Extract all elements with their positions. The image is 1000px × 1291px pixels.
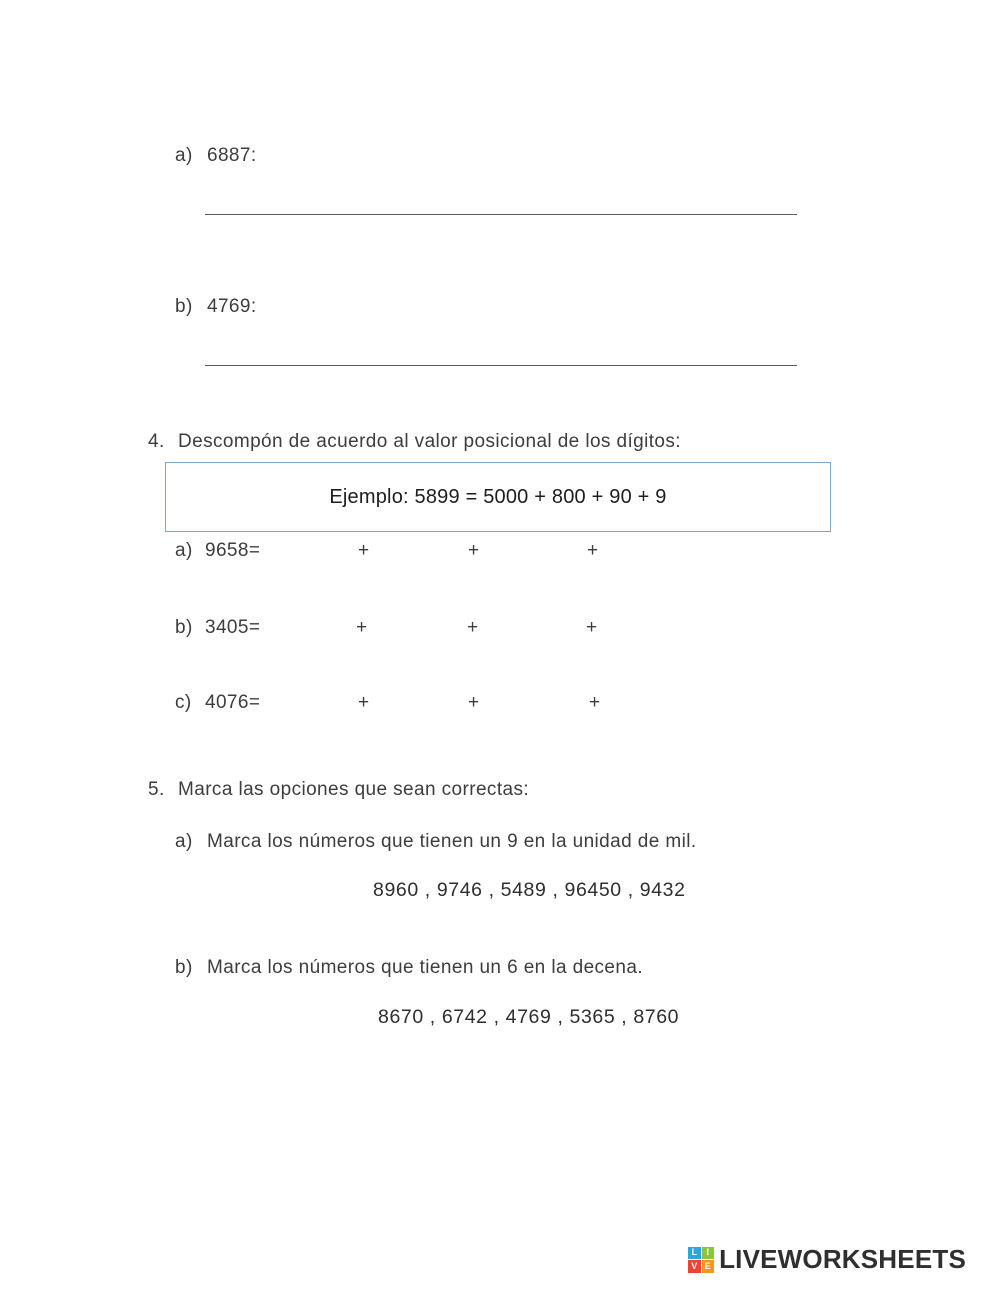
section-title: Descompón de acuerdo al valor posicional de los dígitos: [178, 431, 681, 452]
row-label: b) [175, 617, 193, 638]
plus-sign: + [356, 617, 368, 638]
liveworksheets-grid-icon [688, 1247, 714, 1273]
plus-sign: + [589, 692, 601, 713]
example-text: Ejemplo: 5899 = 5000 + 800 + 90 + 9 [329, 485, 667, 508]
logo-cell-i: I [702, 1247, 715, 1260]
number-options[interactable]: 8670 , 6742 , 4769 , 5365 , 8760 [378, 1006, 680, 1028]
row-value: 4076= [205, 692, 261, 713]
logo-cell-l: L [688, 1247, 701, 1260]
item-label: b) [175, 296, 193, 317]
part-label: a) [175, 831, 193, 852]
plus-sign: + [358, 692, 370, 713]
item-number: 4769: [207, 296, 257, 317]
part-label: b) [175, 957, 193, 978]
logo-cell-e: E [702, 1260, 715, 1273]
row-value: 9658= [205, 540, 261, 561]
number-options[interactable]: 8960 , 9746 , 5489 , 96450 , 9432 [373, 879, 686, 901]
brand-name: LIVEWORKSHEETS [719, 1244, 966, 1274]
plus-sign: + [587, 540, 599, 561]
section-title: Marca las opciones que sean correctas: [178, 779, 530, 800]
plus-sign: + [358, 540, 370, 561]
plus-sign: + [468, 540, 480, 561]
logo-cell-v: V [688, 1260, 701, 1273]
plus-sign: + [586, 617, 598, 638]
example-box [165, 462, 831, 532]
section-number: 5. [148, 779, 165, 800]
answer-line[interactable] [205, 343, 797, 366]
answer-line[interactable] [205, 192, 797, 215]
part-prompt: Marca los números que tienen un 6 en la decena. [207, 957, 644, 978]
section-number: 4. [148, 431, 165, 452]
part-prompt: Marca los números que tienen un 9 en la unidad de mil. [207, 831, 697, 852]
row-value: 3405= [205, 617, 261, 638]
plus-sign: + [468, 692, 480, 713]
liveworksheets-logo [688, 1244, 966, 1275]
row-label: a) [175, 540, 193, 561]
row-label: c) [175, 692, 192, 713]
item-label: a) [175, 145, 193, 166]
plus-sign: + [467, 617, 479, 638]
item-number: 6887: [207, 145, 257, 166]
